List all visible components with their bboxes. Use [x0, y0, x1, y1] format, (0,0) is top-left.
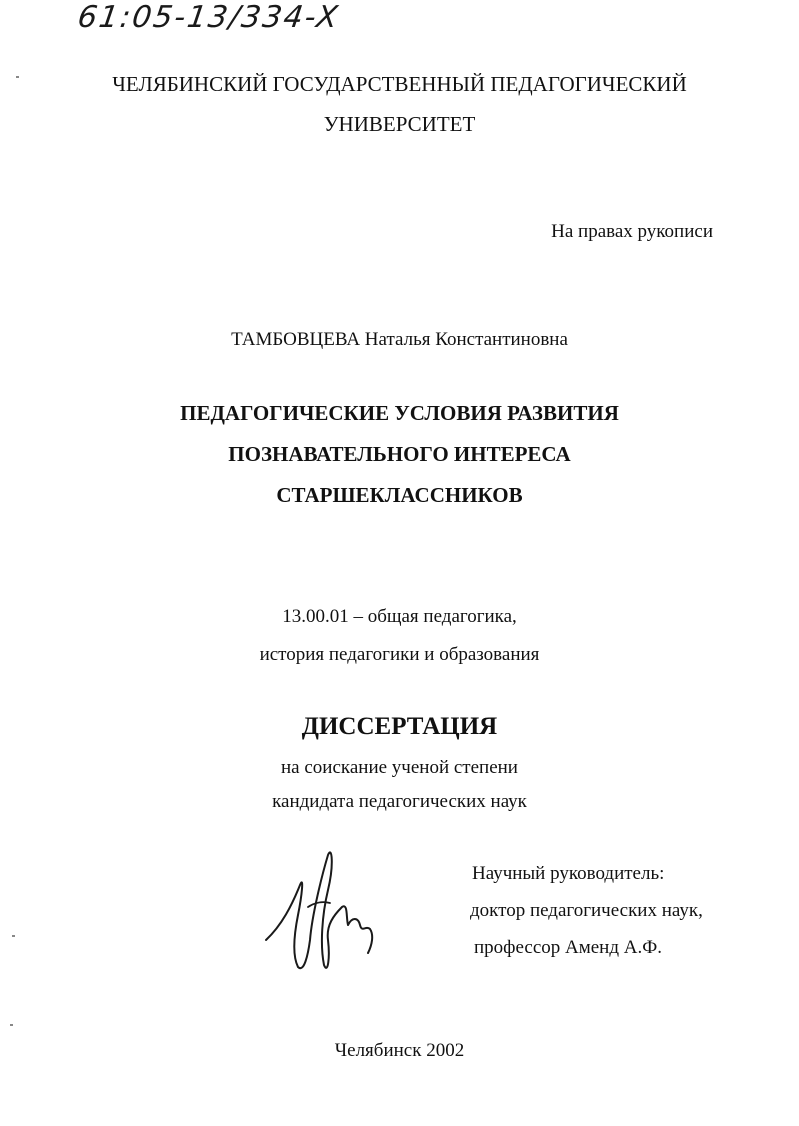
- supervisor-degree: доктор педагогических наук,: [470, 900, 703, 921]
- degree-line-2: кандидата педагогических наук: [272, 791, 527, 812]
- supervisor-label: Научный руководитель:: [472, 863, 665, 884]
- supervisor-name: профессор Аменд А.Ф.: [474, 937, 662, 958]
- author-name: ТАМБОВЦЕВА Наталья Константиновна: [231, 329, 568, 350]
- title-line-2: ПОЗНАВАТЕЛЬНОГО ИНТЕРЕСА: [228, 442, 571, 466]
- institution-name-line1: ЧЕЛЯБИНСКИЙ ГОСУДАРСТВЕННЫЙ ПЕДАГОГИЧЕСКИЙ: [112, 72, 687, 96]
- scan-speck: [12, 935, 15, 937]
- handwritten-archive-number: 61:05-13/334-X: [75, 0, 342, 35]
- handwritten-signature: [262, 845, 382, 980]
- title-line-3: СТАРШЕКЛАССНИКОВ: [276, 483, 523, 507]
- institution-name-line2: УНИВЕРСИТЕТ: [323, 112, 476, 136]
- document-type-heading: ДИССЕРТАЦИЯ: [301, 713, 498, 740]
- scan-speck: [10, 1024, 13, 1026]
- degree-line-1: на соискание ученой степени: [281, 757, 518, 778]
- rights-note: На правах рукописи: [551, 221, 713, 242]
- city-year: Челябинск 2002: [334, 1040, 465, 1061]
- specialty-line-2: история педагогики и образования: [259, 644, 540, 665]
- title-line-1: ПЕДАГОГИЧЕСКИЕ УСЛОВИЯ РАЗВИТИЯ: [180, 401, 619, 425]
- specialty-line-1: 13.00.01 – общая педагогика,: [282, 606, 517, 627]
- scan-speck: [16, 76, 19, 78]
